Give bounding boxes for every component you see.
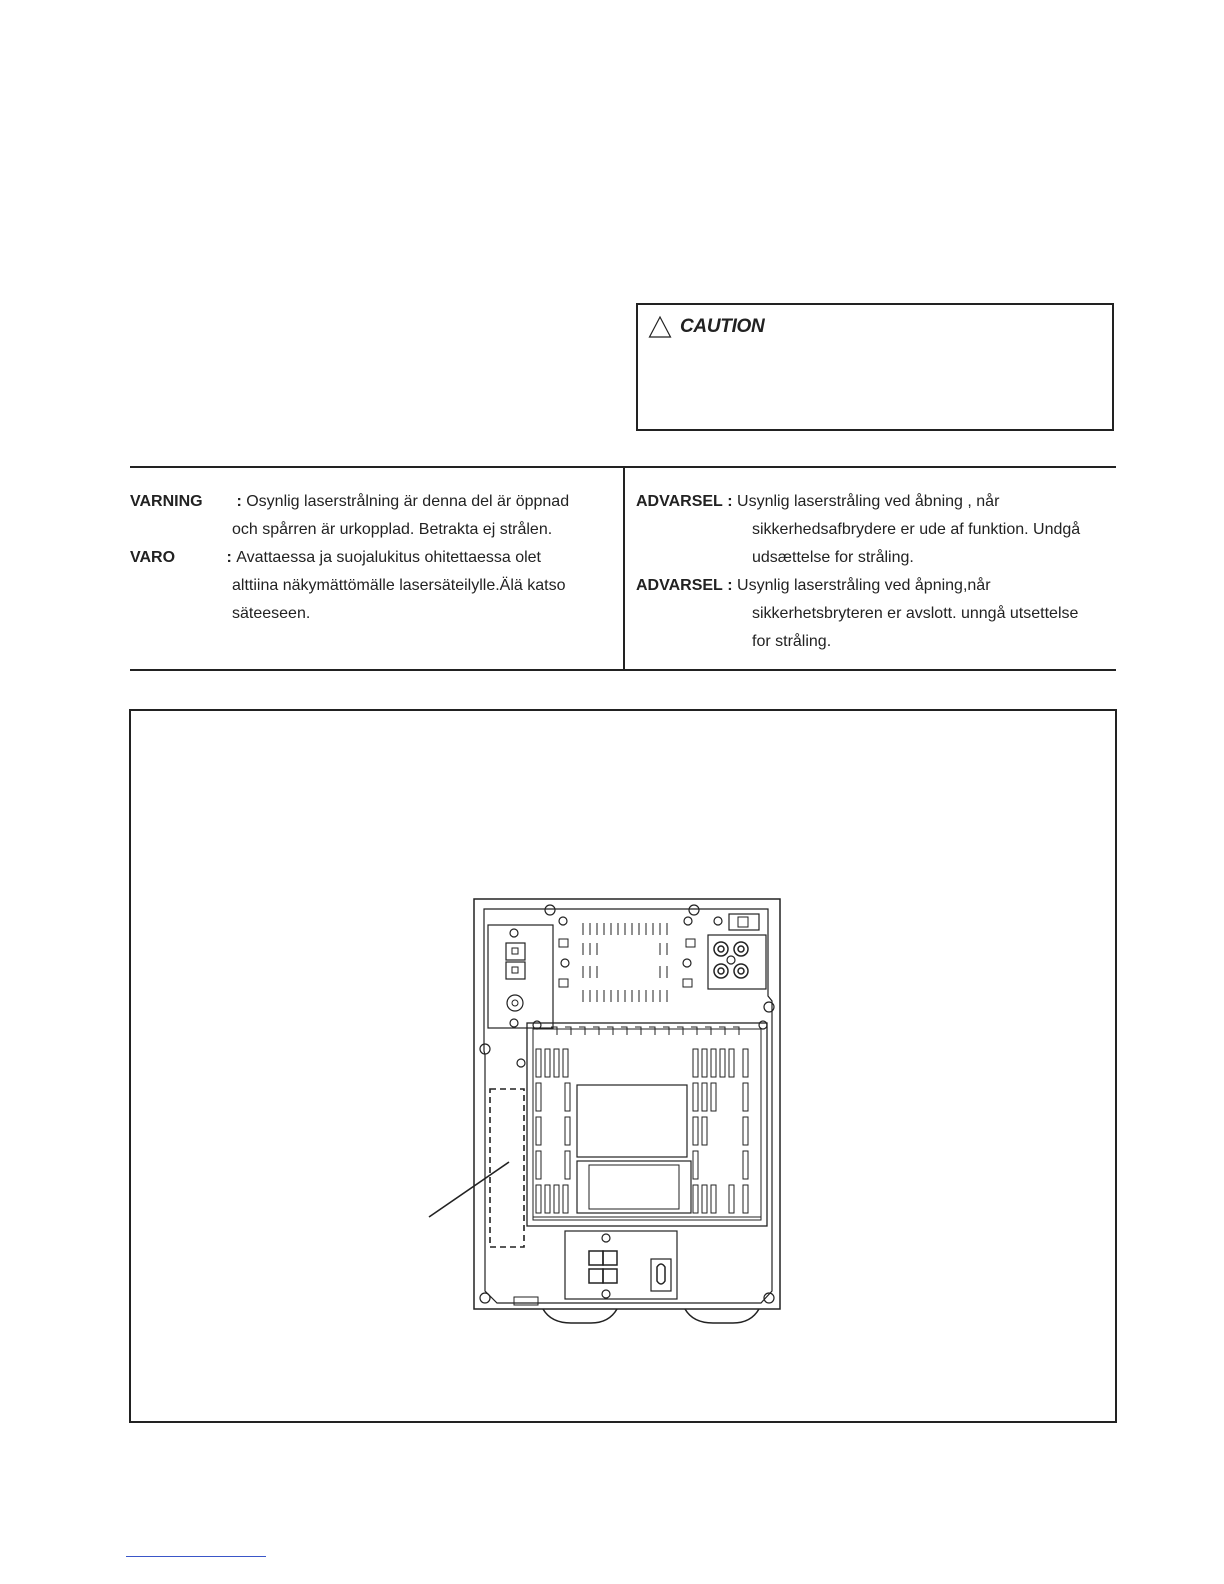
table-column-divider [623,467,625,670]
screws [480,905,774,1303]
advarsel-da-line-2: sikkerhedsafbrydere er ude af funktion. Undgå [752,521,1081,538]
advarsel-da-line-3: udsættelse for stråling. [752,549,914,566]
vent-left-slots [536,1049,570,1213]
varo-line-1: VARO : Avattaessa ja suojalukitus ohitettaessa olet [130,544,541,572]
varning-line-1: VARNING : Osynlig laserstrålning är denna del är öppnad [130,488,569,516]
antenna-jack [507,995,523,1011]
advarsel-no-label: ADVARSEL [636,577,723,594]
varo-line-3: säteeseen. [232,605,311,622]
table-bottom-rule [130,669,1116,671]
diagram-frame [129,709,1117,1423]
footer-rule [126,1556,266,1557]
advarsel-da-line-1: ADVARSEL : Usynlig laserstråling ved åbning , når [636,488,999,516]
warning-triangle-icon [648,315,672,339]
advarsel-no-line-1: ADVARSEL : Usynlig laserstråling ved åpning,når [636,572,991,600]
power-socket-block [565,1231,677,1299]
vent-top-tabs [551,1027,739,1035]
varning-line-2: och spårren är urkopplad. Betrakta ej strålen. [232,521,553,538]
dashed-label-area [490,1089,524,1247]
vent-right-slots [693,1049,748,1213]
caution-title: CAUTION [680,316,765,337]
advarsel-da-label: ADVARSEL [636,493,723,510]
left-foot [543,1309,617,1323]
rear-panel-illustration [131,711,1117,1423]
caution-box [636,303,1114,431]
advarsel-no-line-3: for stråling. [752,633,832,650]
varo-label: VARO [130,549,176,566]
right-foot [685,1309,759,1323]
advarsel-no-line-2: sikkerhetsbryteren er avslott. unngå utsettelse [752,605,1079,622]
callout-arrow [429,1162,509,1217]
top-vent-slots [583,923,667,1002]
varning-label: VARNING [130,493,203,510]
speaker-terminal-block [488,925,553,1028]
rating-label-plate [577,1085,687,1157]
caution-heading [648,315,764,339]
varo-line-2: alttiina näkymättömälle lasersäteilylle.Älä katso [232,577,566,594]
